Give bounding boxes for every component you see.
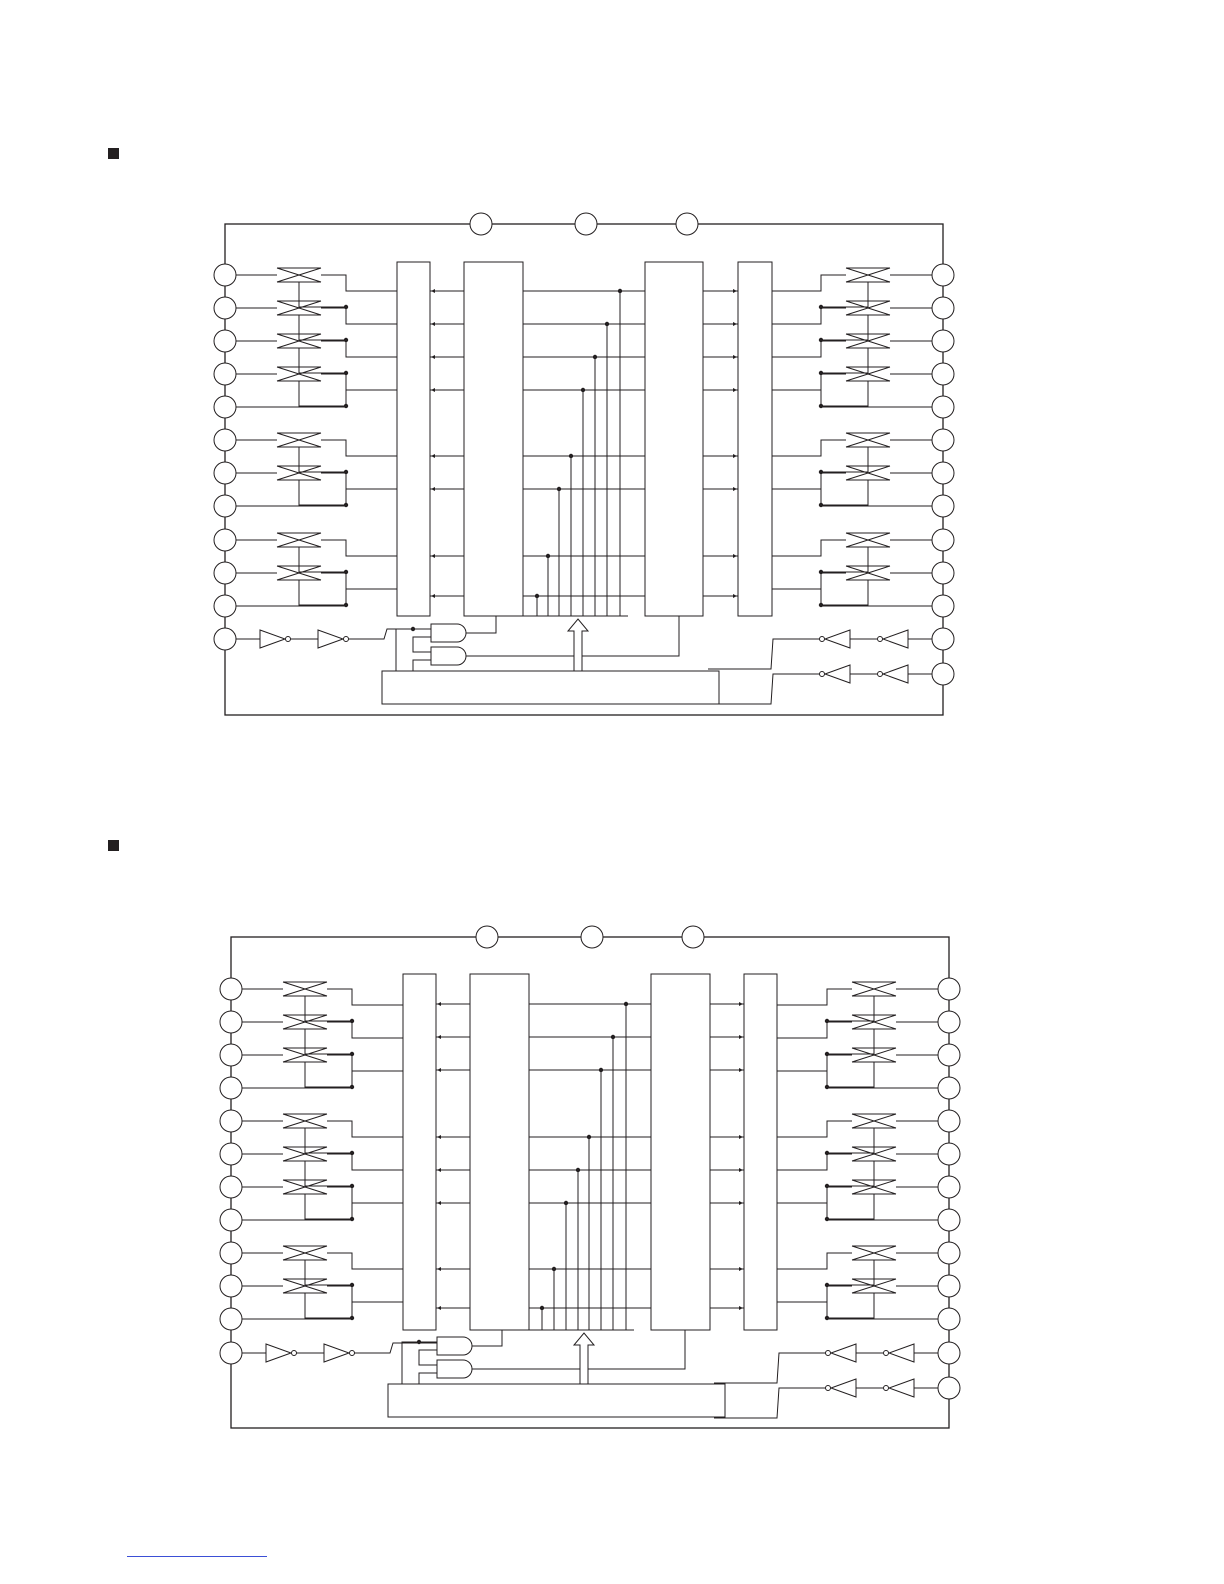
wire — [419, 1373, 437, 1384]
pin-circle — [220, 1110, 242, 1132]
arrow-head-icon — [437, 1068, 441, 1072]
pin-circle — [220, 1308, 242, 1330]
pin-circle — [938, 1176, 960, 1198]
arrow-head-icon — [739, 1035, 743, 1039]
wire — [327, 1055, 403, 1071]
pin-circle — [220, 1044, 242, 1066]
bus-arrow-icon — [574, 1333, 594, 1384]
buffer-icon — [324, 1344, 349, 1362]
wire — [777, 989, 852, 1005]
wire — [305, 1293, 352, 1318]
pin-circle — [220, 1011, 242, 1033]
memory-block-a — [470, 974, 529, 1330]
wire — [327, 1187, 403, 1203]
wire — [305, 1029, 352, 1054]
pin-circle — [938, 1308, 960, 1330]
wire — [777, 1253, 852, 1269]
register-block-a — [403, 974, 436, 1330]
wire — [354, 1343, 438, 1353]
junction-dot — [540, 1306, 544, 1310]
register-block-b — [744, 974, 777, 1330]
junction-dot — [564, 1201, 568, 1205]
transmission-gate-icon — [852, 1246, 896, 1260]
bubble-icon — [826, 1386, 831, 1391]
pin-circle — [581, 926, 603, 948]
pin-circle — [220, 978, 242, 1000]
pin-circle — [220, 1342, 242, 1364]
wire — [327, 1286, 403, 1302]
pin-circle — [938, 1011, 960, 1033]
junction-dot — [587, 1135, 591, 1139]
inverter-icon — [889, 1344, 914, 1362]
arrow-head-icon — [739, 1002, 743, 1006]
transmission-gate-icon — [852, 1114, 896, 1128]
bubble-icon — [884, 1351, 889, 1356]
transmission-gate-icon — [852, 982, 896, 996]
memory-block-b — [651, 974, 710, 1330]
wire — [827, 1188, 938, 1220]
wire — [327, 1121, 403, 1137]
wire — [714, 1353, 826, 1383]
wire — [327, 1253, 403, 1269]
arrow-head-icon — [739, 1267, 743, 1271]
pin-circle — [938, 1275, 960, 1297]
bubble-icon — [292, 1351, 297, 1356]
bubble-icon — [884, 1386, 889, 1391]
pin-circle — [938, 1242, 960, 1264]
wire — [777, 1055, 852, 1071]
inverter-icon — [831, 1379, 856, 1397]
wire — [777, 1121, 852, 1137]
bubble-icon — [350, 1351, 355, 1356]
pin-circle — [220, 1143, 242, 1165]
arrow-head-icon — [437, 1035, 441, 1039]
transmission-gate-icon — [283, 1246, 327, 1260]
wire — [327, 1022, 403, 1038]
pin-circle — [220, 1242, 242, 1264]
junction-dot — [552, 1267, 556, 1271]
pin-circle — [220, 1209, 242, 1231]
wire — [242, 1188, 352, 1220]
junction-dot — [599, 1068, 603, 1072]
arrow-head-icon — [437, 1267, 441, 1271]
wire — [827, 1062, 874, 1087]
arrow-head-icon — [437, 1135, 441, 1139]
transmission-gate-icon — [283, 1114, 327, 1128]
wire — [419, 1350, 437, 1365]
wire — [777, 1187, 852, 1203]
wire — [827, 1260, 874, 1285]
wire — [305, 1194, 352, 1219]
wire — [472, 1330, 685, 1369]
pin-circle — [938, 978, 960, 1000]
wire — [827, 1161, 874, 1186]
arrow-head-icon — [739, 1168, 743, 1172]
wire — [827, 996, 874, 1021]
wire — [777, 1022, 852, 1038]
transmission-gate-icon — [283, 982, 327, 996]
arrow-head-icon — [739, 1135, 743, 1139]
wire — [305, 996, 352, 1021]
pin-circle — [938, 1342, 960, 1364]
junction-dot — [624, 1002, 628, 1006]
wire — [827, 1029, 874, 1054]
wire — [327, 989, 403, 1005]
pin-circle — [938, 1143, 960, 1165]
pin-circle — [938, 1110, 960, 1132]
arrow-head-icon — [437, 1201, 441, 1205]
wire — [472, 1330, 502, 1346]
wire — [827, 1056, 938, 1088]
pin-circle — [682, 926, 704, 948]
control-block — [388, 1384, 725, 1417]
pin-circle — [938, 1044, 960, 1066]
wire — [305, 1260, 352, 1285]
wire — [827, 1128, 874, 1153]
wire — [305, 1161, 352, 1186]
arrow-head-icon — [739, 1068, 743, 1072]
wire — [327, 1154, 403, 1170]
wire — [777, 1286, 852, 1302]
buffer-icon — [266, 1344, 291, 1362]
wire — [827, 1194, 874, 1219]
wire — [242, 1287, 352, 1319]
arrow-head-icon — [437, 1168, 441, 1172]
arrow-head-icon — [437, 1306, 441, 1310]
and-gate-icon — [437, 1360, 472, 1378]
wire — [305, 1128, 352, 1153]
pin-circle — [220, 1275, 242, 1297]
arrow-head-icon — [739, 1201, 743, 1205]
footer-link-underline — [127, 1556, 267, 1557]
pin-circle — [938, 1209, 960, 1231]
pin-circle — [938, 1077, 960, 1099]
pin-circle — [938, 1377, 960, 1399]
wire — [777, 1154, 852, 1170]
junction-dot — [611, 1035, 615, 1039]
junction-dot — [576, 1168, 580, 1172]
wire — [305, 1062, 352, 1087]
pin-circle — [220, 1176, 242, 1198]
and-gate-icon — [437, 1337, 472, 1355]
pin-circle — [476, 926, 498, 948]
wire — [242, 1056, 352, 1088]
wire — [827, 1293, 874, 1318]
arrow-head-icon — [739, 1306, 743, 1310]
wire — [714, 1388, 826, 1418]
inverter-icon — [831, 1344, 856, 1362]
junction-dot — [417, 1340, 421, 1344]
pin-circle — [220, 1077, 242, 1099]
bubble-icon — [826, 1351, 831, 1356]
wire — [827, 1287, 938, 1319]
arrow-head-icon — [437, 1002, 441, 1006]
inverter-icon — [889, 1379, 914, 1397]
